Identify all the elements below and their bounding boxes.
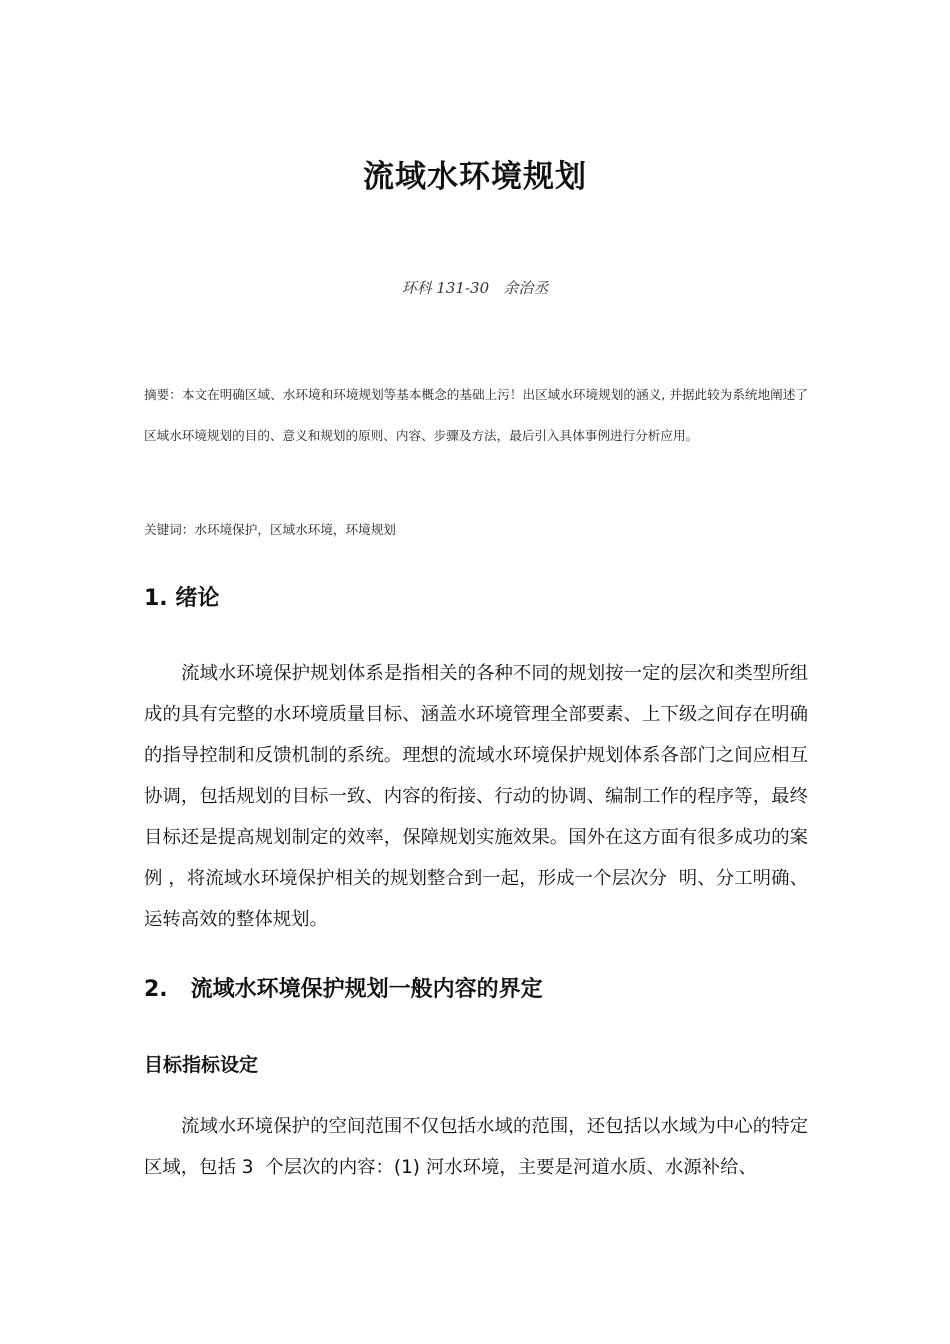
section-heading-introduction: 1. 绪论	[144, 586, 220, 611]
abstract-text: 摘要：本文在明确区域、水环境和环境规划等基本概念的基础上污！出区域水环境规划的涵义, 并据此较为系统地阐述了区域水环境规划的目的、意义和规划的原则、内容、步骤及方法，最后引入具体事例进行分析应用。	[144, 387, 808, 443]
section-heading-content-definition: 2. 流域水环境保护规划一般内容的界定	[144, 977, 543, 1002]
subsection-heading-target-indicators: 目标指标设定	[144, 1054, 259, 1076]
keywords-text: 关键词：水环境保护，区域水环境，环境规划	[144, 522, 396, 537]
section-paragraph-introduction: 流域水环境保护规划体系是指相关的各种不同的规划按一定的层次和类型所组成的具有完整的水环境质量目标、涵盖水环境管理全部要素、上下级之间存在明确的指导控制和反馈机制的系统。理想的流域水环境保护规划体系各部门之间应相互协调，包括规划的目标一致、内容的衔接、行动的协调、编制工作的程序等，最终目标还是提高规划制定的效率，保障规划实施效果。国外在这方面有很多成功的案例 ，将流域水环境保护相关的规划整合到一起，形成一个层次分 明、分工明确、运转高效的整体规划。	[144, 663, 808, 930]
section-paragraph-content-definition: 流域水环境保护的空间范围不仅包括水域的范围，还包括以水域为中心的特定区域，包括 3 个层次的内容：(1) 河水环境，主要是河道水质、水源补给、	[144, 1116, 808, 1178]
author-line: 环科 131-30 余治丞	[401, 279, 549, 297]
document-title: 流域水环境规划	[363, 159, 587, 195]
